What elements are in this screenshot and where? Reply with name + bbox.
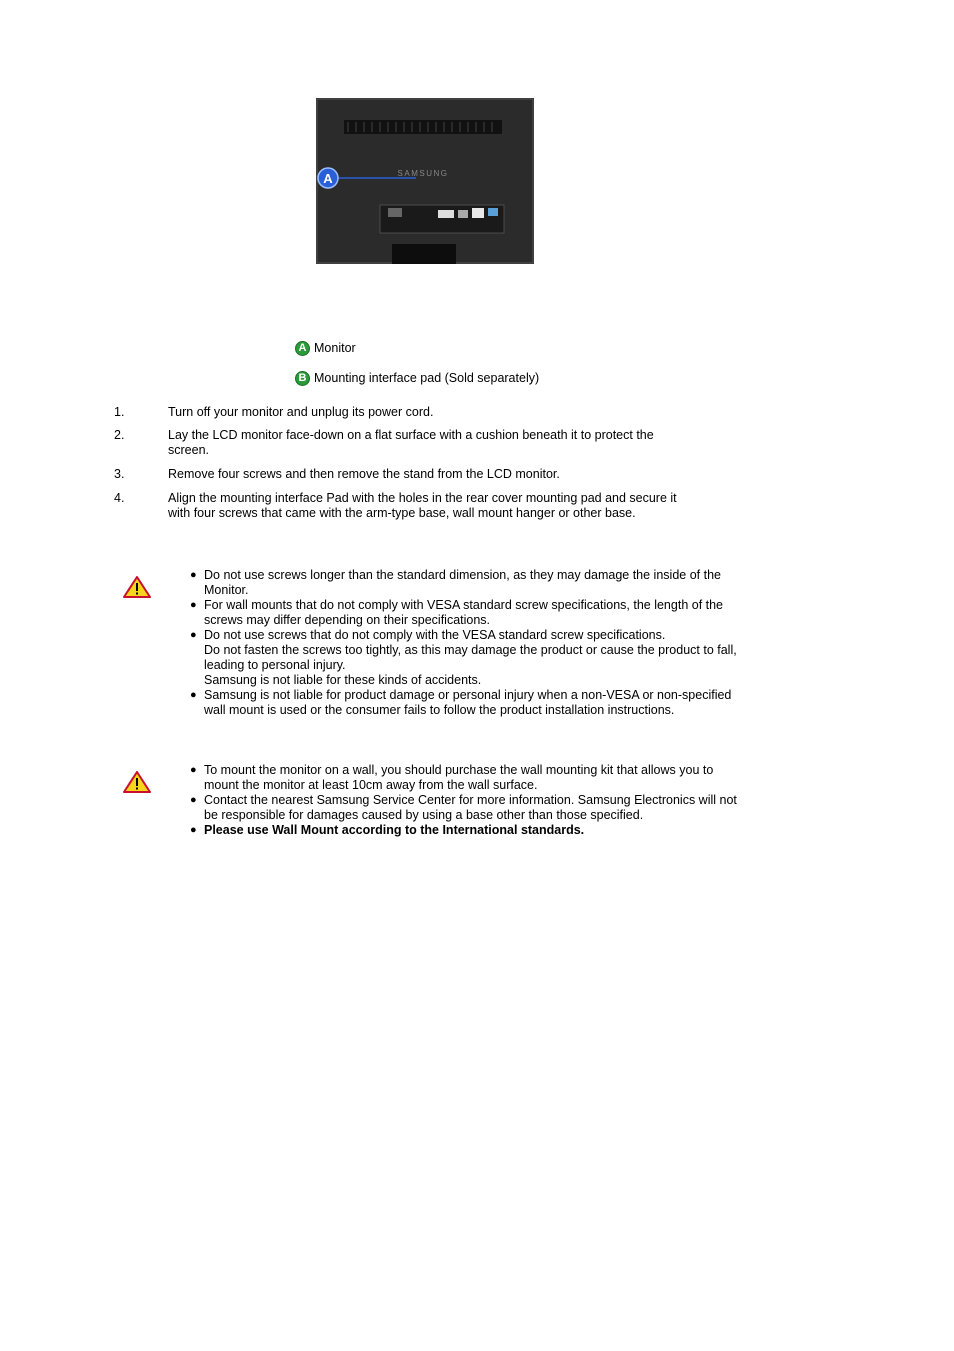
monitor-rear-image bbox=[316, 98, 534, 264]
caution-text: Samsung is not liable for product damage or personal injury when a non-VESA or non-specified wall mount is used or the consumer fails to follow the product installation instructions. bbox=[204, 688, 732, 717]
legend-label: Monitor bbox=[314, 341, 356, 355]
caution-text: For wall mounts that do not comply with VESA standard screw specifications, the length of the screws may differ depending on their specifications. bbox=[204, 598, 724, 627]
step-number: 1. bbox=[114, 405, 125, 419]
bullet-icon: ● bbox=[190, 824, 197, 836]
warning-triangle-icon bbox=[123, 771, 151, 793]
bullet-icon: ● bbox=[190, 569, 197, 581]
bullet-icon: ● bbox=[190, 629, 197, 641]
bullet-icon: ● bbox=[190, 689, 197, 701]
caution-item bbox=[190, 598, 740, 628]
step-3 bbox=[114, 467, 694, 482]
legend-item-mounting-pad bbox=[295, 371, 539, 386]
step-number: 2. bbox=[114, 428, 125, 442]
legend-label: Mounting interface pad (Sold separately) bbox=[314, 371, 540, 385]
step-text: Remove four screws and then remove the stand from the LCD monitor. bbox=[168, 467, 560, 481]
caution-item bbox=[190, 793, 740, 823]
badge-a-icon: A bbox=[295, 341, 310, 356]
caution-item bbox=[190, 823, 740, 838]
caution-list-1 bbox=[190, 568, 740, 718]
caution-list-2 bbox=[190, 763, 740, 838]
brand-text: SAMSUNG bbox=[397, 169, 449, 178]
step-4 bbox=[114, 491, 694, 521]
caution-text: To mount the monitor on a wall, you should purchase the wall mounting kit that allows you to mount the monitor at least 10cm away from the wall surface. bbox=[204, 763, 714, 792]
caution-text: Do not use screws that do not comply with the VESA standard screw specifications. Do not fasten the screws too tightly, as this may damage the product or cause the product to fall, leading to personal injury. Samsung is not liable for these kinds of accidents. bbox=[204, 628, 737, 687]
step-text: Turn off your monitor and unplug its power cord. bbox=[168, 405, 434, 419]
callout-letter: A bbox=[323, 171, 333, 186]
bullet-icon: ● bbox=[190, 599, 197, 611]
step-2 bbox=[114, 428, 694, 458]
warning-triangle-icon bbox=[123, 576, 151, 598]
bullet-icon: ● bbox=[190, 794, 197, 806]
caution-item bbox=[190, 688, 740, 718]
step-1 bbox=[114, 405, 694, 420]
step-text: Lay the LCD monitor face-down on a flat surface with a cushion beneath it to protect the screen. bbox=[168, 428, 654, 457]
caution-text: Contact the nearest Samsung Service Center for more information. Samsung Electronics will not be responsible for damages caused by using a base other than those specified. bbox=[204, 793, 737, 822]
caution-text-bold: Please use Wall Mount according to the International standards. bbox=[204, 823, 585, 837]
step-text: Align the mounting interface Pad with the holes in the rear cover mounting pad and secure it with four screws that came with the arm-type base, wall mount hanger or other base. bbox=[168, 491, 677, 520]
step-number: 4. bbox=[114, 491, 125, 505]
step-number: 3. bbox=[114, 467, 125, 481]
caution-item bbox=[190, 628, 740, 688]
bullet-icon: ● bbox=[190, 764, 197, 776]
caution-item bbox=[190, 568, 740, 598]
badge-b-icon: B bbox=[295, 371, 310, 386]
caution-item bbox=[190, 763, 740, 793]
legend-item-monitor bbox=[295, 341, 356, 356]
caution-text: Do not use screws longer than the standard dimension, as they may damage the inside of the Monitor. bbox=[204, 568, 721, 597]
